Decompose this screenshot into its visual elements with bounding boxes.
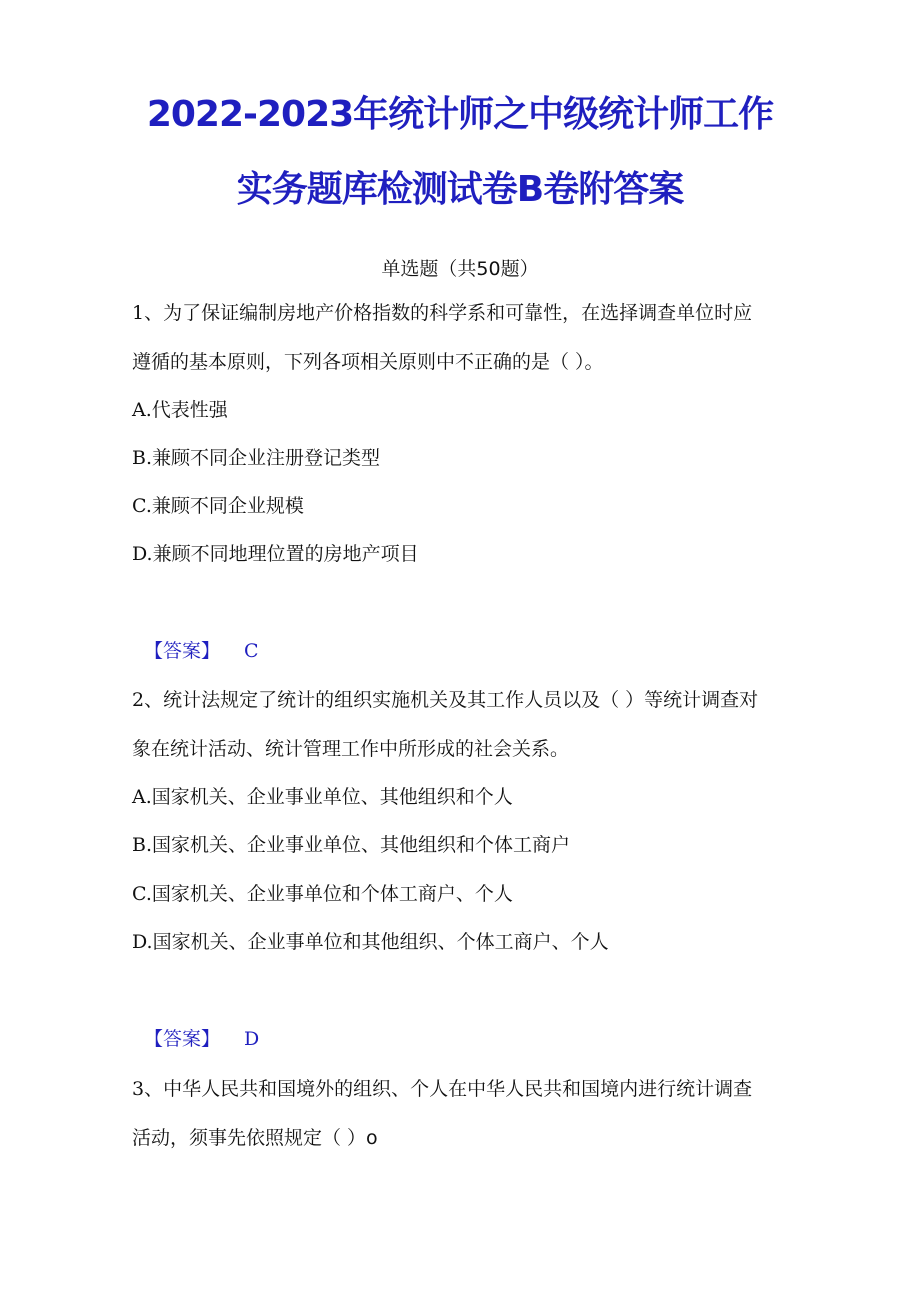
- option-key: A.: [132, 786, 152, 808]
- option-text: 国家机关、企业事业单位、其他组织和个体工商户: [152, 834, 571, 856]
- question-2-answer: [144, 1027, 259, 1051]
- question-number: 2、: [132, 689, 164, 711]
- question-1-line-1: [132, 301, 752, 325]
- question-number: 1、: [132, 302, 164, 324]
- question-3-line-2: [132, 1126, 378, 1150]
- question-number: 3、: [132, 1078, 164, 1100]
- option-key: C.: [132, 883, 152, 905]
- document-title-line1: 2022-2023年统计师之中级统计师工作: [146, 94, 774, 135]
- document-title-line2: 实务题库检测试卷B卷附答案: [236, 169, 684, 210]
- option-text: 国家机关、企业事业单位、其他组织和个人: [151, 786, 513, 808]
- option-key: A.: [132, 399, 152, 421]
- question-text: 统计法规定了统计的组织实施机关及其工作人员以及（ ）等统计调查对: [163, 689, 759, 711]
- question-2-option-a: [132, 785, 513, 809]
- option-key: C.: [132, 495, 152, 517]
- question-1-line-2: [132, 350, 604, 374]
- question-2-line-2: [132, 737, 569, 761]
- option-key: D.: [132, 543, 153, 565]
- option-key: D.: [132, 931, 153, 953]
- question-2-option-c: [132, 882, 513, 906]
- question-2-option-d: [132, 930, 609, 954]
- question-2-line-1: [132, 688, 758, 712]
- option-text: 兼顾不同企业注册登记类型: [152, 447, 381, 469]
- option-text: 兼顾不同地理位置的房地产项目: [152, 543, 419, 565]
- option-key: B.: [132, 447, 153, 469]
- question-text: 象在统计活动、统计管理工作中所形成的社会关系。: [132, 738, 570, 760]
- question-text: 中华人民共和国境外的组织、个人在中华人民共和国境内进行统计调查: [163, 1078, 753, 1100]
- question-text: 为了保证编制房地产价格指数的科学系和可靠性，在选择调查单位时应: [163, 302, 753, 324]
- section-heading: 单选题（共50题）: [381, 258, 539, 280]
- answer-value: C: [244, 640, 259, 662]
- answer-label: 【答案】: [144, 1028, 221, 1050]
- question-2-option-b: [132, 833, 570, 857]
- question-text: 遵循的基本原则，下列各项相关原则中不正确的是（ ）。: [132, 351, 604, 373]
- option-text: 国家机关、企业事单位和其他组织、个体工商户、个人: [152, 931, 609, 953]
- question-1-option-c: [132, 494, 304, 518]
- answer-value: D: [244, 1028, 260, 1050]
- option-text: 代表性强: [151, 399, 228, 421]
- question-text: 活动，须事先依照规定（ ）o: [132, 1127, 378, 1149]
- question-1-answer: [144, 639, 259, 663]
- question-1-option-d: [132, 542, 419, 566]
- answer-label: 【答案】: [144, 640, 221, 662]
- option-key: B.: [132, 834, 153, 856]
- option-text: 国家机关、企业事单位和个体工商户、个人: [151, 883, 513, 905]
- question-1-option-b: [132, 446, 380, 470]
- question-3-line-1: [132, 1077, 752, 1101]
- question-1-option-a: [132, 398, 228, 422]
- option-text: 兼顾不同企业规模: [151, 495, 304, 517]
